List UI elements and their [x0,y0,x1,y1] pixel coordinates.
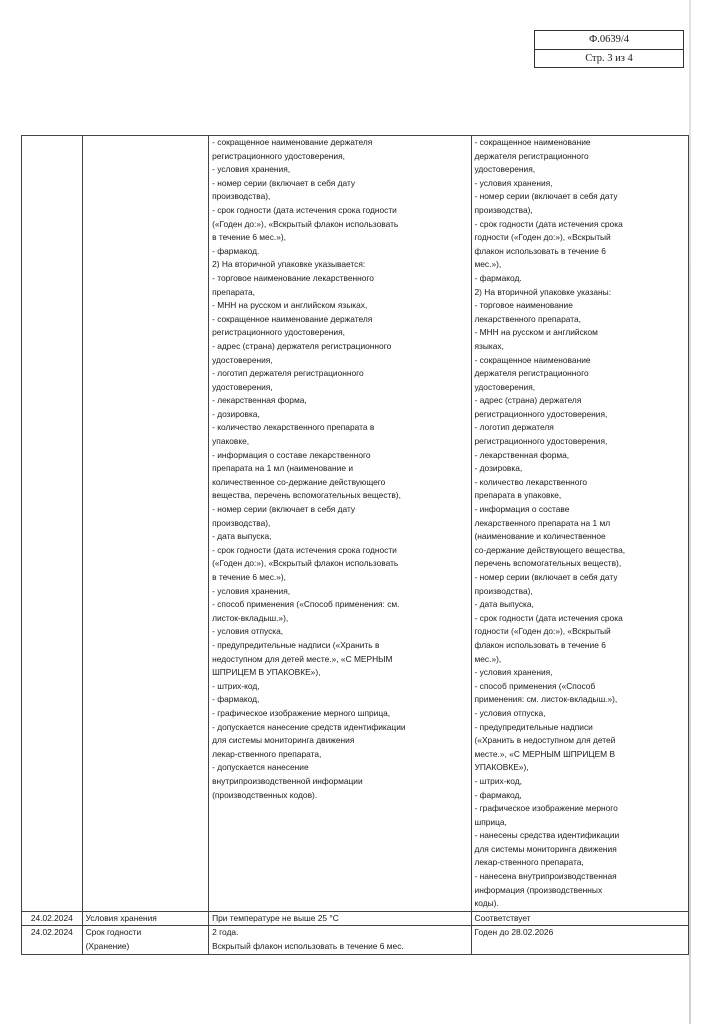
result-line: месте.», «С МЕРНЫМ ШПРИЦЕМ В [474,748,616,759]
result-line: держателя регистрационного [474,150,589,161]
requirement-line: - допускается нанесение [212,762,309,773]
result-line: - срок годности (дата истечения срока [474,218,623,229]
requirement-line: в течение 6 мес.»), [212,232,287,243]
requirement-line: - количество лекарственного препарата в [212,422,375,433]
result-line: держателя регистрационного [474,368,589,379]
result-line: - условия отпуска, [474,707,546,718]
result-line: шприца, [474,816,507,827]
result-line: («Хранить в недоступном для детей [474,735,616,746]
labeling-requirements-cell [209,136,471,912]
row-date: 24.02.2024 [22,926,83,954]
requirement-line: вещества, перечень вспомогательных веществ), [212,490,401,501]
row-requirement: При температуре не выше 25 °С [209,911,471,926]
result-line: - срок годности (дата истечения срока [474,612,623,623]
result-line: - условия хранения, [474,177,553,188]
labeling-date-cell [22,136,83,912]
requirement-line: 2 года. [212,927,239,938]
result-line: - способ применения («Способ [474,680,596,691]
result-line: мес.»), [474,653,502,664]
result-line: лекар-ственного препарата, [474,857,584,868]
form-code: Ф.0639/4 [588,34,630,45]
result-line: 2) На вторичной упаковке указаны: [474,286,612,297]
result-line: удостоверения, [474,164,536,175]
requirement-line: количественное со-держание действующего [212,476,386,487]
result-line: - торговое наименование [474,300,573,311]
table-row [22,911,689,926]
parameter-line: (Хранение) [85,941,130,952]
requirement-line: - МНН на русском и английском языках, [212,300,368,311]
requirement-line: внутрипроизводственной информации [212,775,363,786]
requirement-line: препарата, [212,286,256,297]
labeling-name-cell [82,136,208,912]
result-line: для системы мониторинга движения [474,843,617,854]
requirement-line: - условия хранения, [212,585,291,596]
result-line: - логотип держателя [474,422,554,433]
row-requirement [209,926,471,954]
result-line: - фармакод. [474,272,522,283]
result-line: годности («Годен до:»), «Вскрытый [474,232,611,243]
result-line: - информация о составе [474,504,570,515]
row-date: 24.02.2024 [22,911,83,926]
requirement-line: упаковке, [212,436,250,447]
requirement-line: - фармакод, [212,694,260,705]
requirement-line: - условия хранения, [212,164,291,175]
labeling-row [22,136,689,912]
requirement-line: - срок годности (дата истечения срока годности [212,544,397,555]
requirement-line: - адрес (страна) держателя регистрационного [212,340,392,351]
requirement-line: - логотип держателя регистрационного [212,368,364,379]
result-line: - нанесена внутрипроизводственная [474,871,617,882]
requirement-line: ШПРИЦЕМ В УПАКОВКЕ»), [212,667,321,678]
requirements-text [212,136,467,802]
result-line: - лекарственная форма, [474,449,570,460]
result-line: - дата выпуска, [474,599,534,610]
requirement-line: удостоверения, [212,354,273,365]
page-edge [689,0,691,1024]
result-line: лекарственного препарата на 1 мл [474,517,611,528]
result-line: УПАКОВКЕ»), [474,762,529,773]
result-line: - сокращенное наименование [474,137,591,147]
result-line: применения: см. листок-вкладыш.»), [474,694,618,705]
result-line: перечень вспомогательных веществ), [474,558,622,569]
result-line: - сокращенное наименование [474,354,591,365]
row-parameter [82,926,208,954]
result-line: - условия хранения, [474,667,553,678]
requirement-line: удостоверения, [212,381,273,392]
requirement-line: - допускается нанесение средств идентификации [212,721,406,732]
requirement-line: Вскрытый флакон использовать в течение 6 мес. [212,941,404,952]
result-line: - предупредительные надписи [474,721,593,732]
result-line: со-держание действующего вещества, [474,544,626,555]
requirement-line: - способ применения («Способ применения: см. [212,599,400,610]
requirement-line: - торговое наименование лекарственного [212,272,374,283]
result-line: лекарственного препарата, [474,313,581,324]
result-line: - количество лекарственного [474,476,587,487]
result-line: - графическое изображение мерного [474,803,618,814]
row-result: Соответствует [471,911,688,926]
requirement-line: - лекарственная форма, [212,395,307,406]
result-line: регистрационного удостоверения, [474,408,608,419]
requirement-line: препарата на 1 мл (наименование и [212,463,354,474]
requirement-line: производства), [212,191,271,202]
table-row [22,926,689,954]
requirement-line: регистрационного удостоверения, [212,150,345,161]
result-line: флакон использовать в течение 6 [474,639,606,650]
requirement-line: - сокращенное наименование держателя [212,137,373,147]
results-text [475,136,685,911]
requirement-line: лекар-ственного препарата, [212,748,322,759]
labeling-results-cell [471,136,688,912]
result-line: - дозировка, [474,463,523,474]
requirement-line: производства), [212,517,271,528]
requirement-line: - графическое изображение мерного шприца, [212,707,391,718]
result-line: - МНН на русском и английском [474,327,598,338]
requirement-line: регистрационного удостоверения, [212,327,345,338]
result-line: - номер серии (включает в себя дату [474,572,618,582]
requirement-line: - дозировка, [212,408,260,419]
requirement-line: («Годен до:»), «Вскрытый флакон использовать [212,558,399,569]
result-line: удостоверения, [474,381,536,392]
result-line: годности («Годен до:»), «Вскрытый [474,626,611,637]
requirement-line: (производственных кодов). [212,789,318,800]
page-number: Стр. 3 из 4 [535,49,683,68]
requirement-line: недоступном для детей месте.», «С МЕРНЫМ [212,653,393,664]
result-line: коды). [474,898,499,909]
requirement-line: - предупредительные надписи («Хранить в [212,639,380,650]
requirement-line: в течение 6 мес.»), [212,572,287,582]
result-line: производства), [474,204,533,215]
requirement-line: - штрих-код, [212,680,260,691]
row-result: Годен до 28.02.2026 [471,926,688,954]
requirement-line: - номер серии (включает в себя дату [212,177,356,188]
analysis-table [21,135,689,955]
result-line: - штрих-код, [474,775,522,786]
result-line: (наименование и количественное [474,531,606,542]
requirement-line: - номер серии (включает в себя дату [212,504,356,515]
result-line: мес.»), [474,259,502,270]
requirement-line: («Годен до:»), «Вскрытый флакон использовать [212,218,399,229]
row-parameter: Условия хранения [82,911,208,926]
requirement-line: - сокращенное наименование держателя [212,313,373,324]
requirement-line: - дата выпуска, [212,531,272,542]
result-line: препарата в упаковке, [474,490,562,501]
result-line: - нанесены средства идентификации [474,830,620,841]
requirement-line: - фармакод. [212,245,260,256]
result-line: языках, [474,340,504,351]
form-code-box [534,30,684,68]
result-line: информация (производственных [474,884,603,895]
result-line: - адрес (страна) держателя [474,395,582,406]
parameter-line: Срок годности [85,927,142,938]
requirement-line: 2) На вторичной упаковке указывается: [212,259,366,270]
requirement-line: - условия отпуска, [212,626,284,637]
result-line: - номер серии (включает в себя дату [474,191,618,202]
requirement-line: - информация о составе лекарственного [212,449,371,460]
result-line: флакон использовать в течение 6 [474,245,606,256]
requirement-line: листок-вкладыш.»), [212,612,289,623]
result-line: производства), [474,585,533,596]
requirement-line: - срок годности (дата истечения срока годности [212,204,397,215]
result-line: регистрационного удостоверения, [474,436,608,447]
result-line: - фармакод, [474,789,522,800]
requirement-line: для системы мониторинга движения [212,735,355,746]
